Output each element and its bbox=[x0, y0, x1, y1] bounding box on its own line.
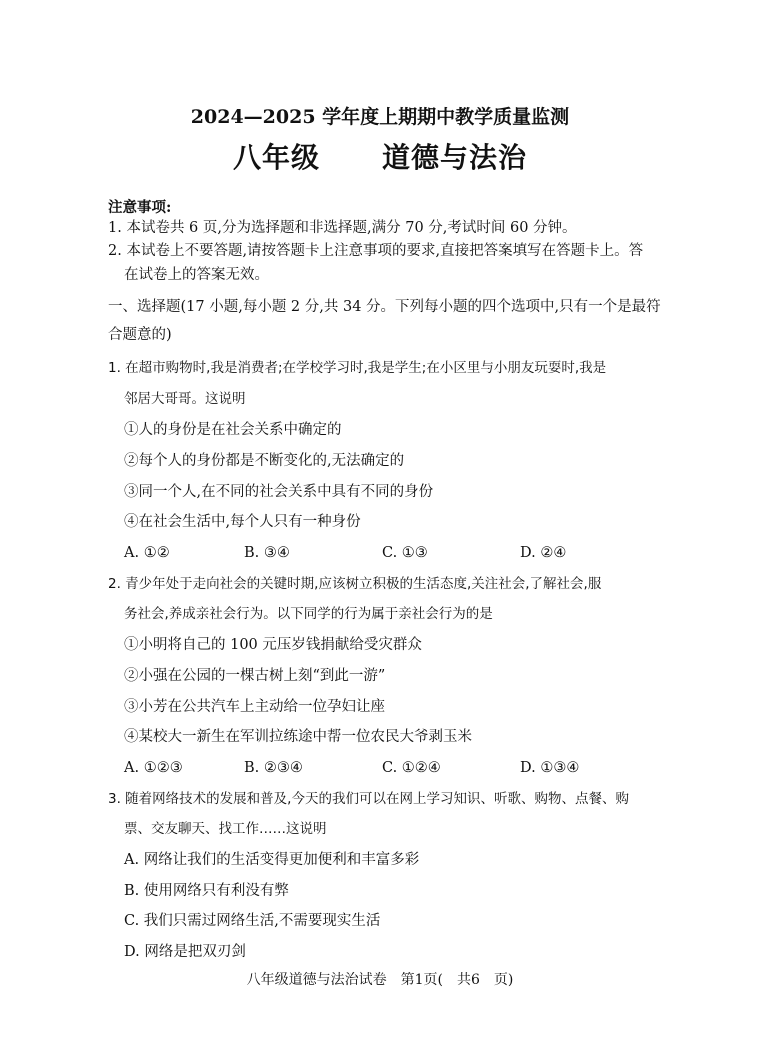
grade-label: 八年级 bbox=[232, 141, 320, 174]
page-footer: 八年级道德与法治试卷 第1页( 共6 页) bbox=[246, 972, 514, 988]
question-3-option-c: C. 我们只需过网络生活,不需要现实生活 bbox=[124, 913, 381, 929]
section-heading-line-2: 合题意的) bbox=[108, 327, 172, 343]
question-1-item-1: ①人的身份是在社会关系中确定的 bbox=[124, 422, 342, 438]
question-3-stem-line-1: 3. 随着网络技术的发展和普及,今天的我们可以在网上学习知识、听歌、购物、点餐、购 bbox=[108, 791, 629, 807]
notice-item-2-line-2: 在试卷上的答案无效。 bbox=[124, 267, 269, 283]
section-heading-line-1: 一、选择题(17 小题,每小题 2 分,共 34 分。下列每小题的四个选项中,只有一个是最符 bbox=[108, 299, 661, 315]
question-1-item-2: ②每个人的身份都是不断变化的,无法确定的 bbox=[124, 453, 405, 469]
question-3-option-d: D. 网络是把双刃剑 bbox=[124, 944, 246, 960]
question-2-item-1: ①小明将自己的 100 元压岁钱捐献给受灾群众 bbox=[124, 637, 422, 653]
question-2-item-2: ②小强在公园的一棵古树上刻“到此一游” bbox=[124, 668, 386, 684]
question-1-option-a: A. ①② bbox=[124, 545, 170, 561]
question-1-option-d: D. ②④ bbox=[520, 545, 567, 561]
question-3-option-a: A. 网络让我们的生活变得更加便利和丰富多彩 bbox=[124, 852, 420, 868]
question-1-item-3: ③同一个人,在不同的社会关系中具有不同的身份 bbox=[124, 484, 434, 500]
grade-subject-title bbox=[0, 136, 760, 176]
question-2-option-c: C. ①②④ bbox=[382, 760, 441, 776]
question-2-stem-line-2: 务社会,养成亲社会行为。以下同学的行为属于亲社会行为的是 bbox=[124, 606, 493, 622]
question-1-option-b: B. ③④ bbox=[244, 545, 290, 561]
question-1-option-c: C. ①③ bbox=[382, 545, 428, 561]
question-2-option-d: D. ①③④ bbox=[520, 760, 580, 776]
question-1-stem-line-2: 邻居大哥哥。这说明 bbox=[124, 391, 246, 407]
question-1-stem-line-1: 1. 在超市购物时,我是消费者;在学校学习时,我是学生;在小区里与小朋友玩耍时,我是 bbox=[108, 360, 607, 376]
subject-label: 道德与法治 bbox=[382, 141, 528, 174]
notice-heading: 注意事项: bbox=[108, 199, 172, 216]
question-2-option-a: A. ①②③ bbox=[124, 760, 183, 776]
question-3-option-b: B. 使用网络只有利没有弊 bbox=[124, 883, 289, 899]
question-2-item-4: ④某校大一新生在军训拉练途中帮一位农民大爷剥玉米 bbox=[124, 729, 472, 745]
question-1-item-4: ④在社会生活中,每个人只有一种身份 bbox=[124, 514, 361, 530]
notice-item-2-line-1: 2. 本试卷上不要答题,请按答题卡上注意事项的要求,直接把答案填写在答题卡上。答 bbox=[108, 243, 644, 259]
question-2-stem-line-1: 2. 青少年处于走向社会的关键时期,应该树立积极的生活态度,关注社会,了解社会,服 bbox=[108, 576, 602, 592]
question-2-item-3: ③小芳在公共汽车上主动给一位孕妇让座 bbox=[124, 699, 385, 715]
question-3-stem-line-2: 票、交友聊天、找工作……这说明 bbox=[124, 821, 327, 837]
exam-title: 2024—2025 学年度上期期中教学质量监测 bbox=[190, 106, 570, 128]
question-2-option-b: B. ②③④ bbox=[244, 760, 303, 776]
notice-item-1: 1. 本试卷共 6 页,分为选择题和非选择题,满分 70 分,考试时间 60 分钟。 bbox=[108, 220, 577, 236]
